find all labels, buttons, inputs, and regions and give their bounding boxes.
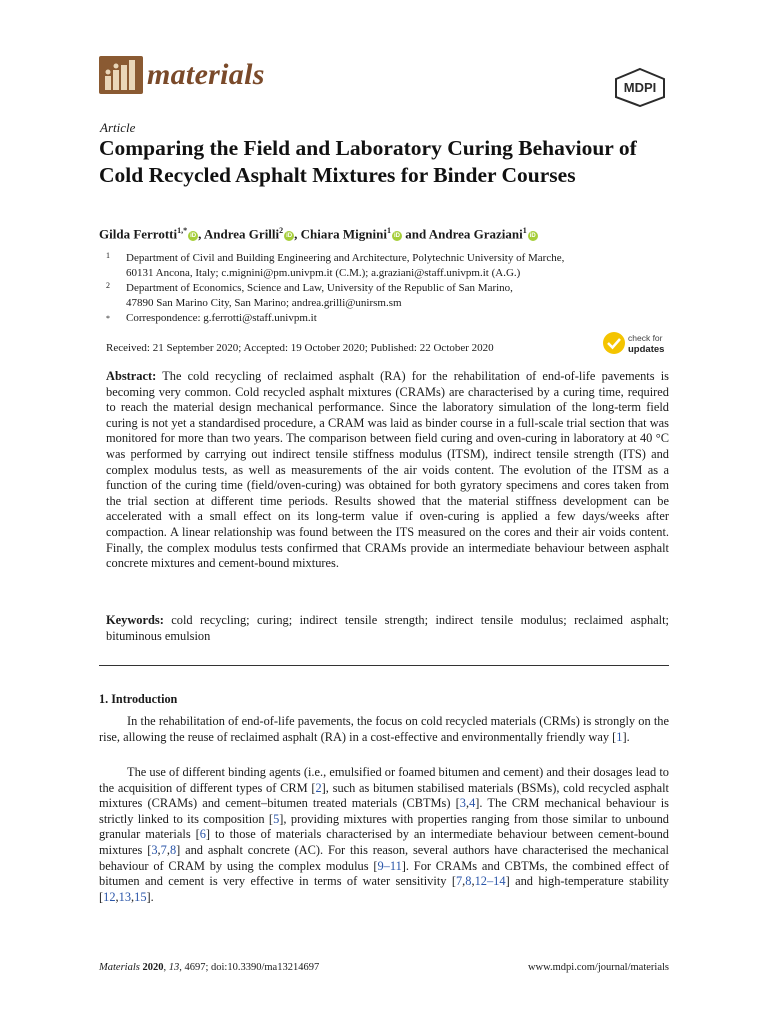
affiliation-mark: * <box>106 314 110 323</box>
paragraph-text: In the rehabilitation of end-of-life pavements, the focus on cold recycled materials (CRMs) is strongly on the rise, allowing the reuse of reclaimed asphalt (RA) in a cost-effective and environmentally friendly way [ <box>99 714 669 744</box>
author-list <box>99 226 679 242</box>
citation-link[interactable]: 12–14 <box>474 874 506 889</box>
mdpi-logo-text: MDPI <box>623 80 657 95</box>
author-separator: , <box>198 226 204 242</box>
author-name[interactable]: Andrea Grilli <box>203 226 280 242</box>
keywords-text: cold recycling; curing; indirect tensile strength; indirect tensile modulus; reclaimed asphalt; bituminous emulsion <box>106 613 669 643</box>
paragraph-text: , <box>131 889 135 904</box>
citation-link[interactable]: 5 <box>273 811 280 826</box>
footer-journal: Materials <box>99 962 140 973</box>
citation-link[interactable]: 3 <box>151 842 158 857</box>
orcid-icon[interactable]: iD <box>393 233 400 240</box>
abstract <box>106 369 669 572</box>
citation-link[interactable]: 1 <box>616 729 623 744</box>
paragraph-text: , <box>462 874 466 889</box>
paragraph-text: The use of different binding agents (i.e., emulsified or foamed bitumen and cement) and their dosages lead to the acquisition of different types of CRM [ <box>99 765 669 795</box>
orcid-icon[interactable]: iD <box>190 233 197 240</box>
affiliation-line: Department of Civil and Building Engineering and Architecture, Polytechnic University of Marche, <box>126 252 565 264</box>
paragraph-text: ] to those of materials characterised by an intermediate behaviour between cement-bound mixtures [ <box>99 827 670 857</box>
correspondence-line[interactable]: Correspondence: g.ferrotti@staff.univpm.it <box>126 312 317 324</box>
paragraph-text: , <box>166 842 170 857</box>
abstract-label: Abstract: <box>106 369 157 383</box>
citation-link[interactable]: 4 <box>469 796 476 811</box>
keywords <box>106 613 669 644</box>
footer-citation: Materials 2020, 13, 4697; doi:10.3390/ma13214697 <box>99 962 320 973</box>
citation-link[interactable]: 9–11 <box>377 858 402 873</box>
paragraph-text: ], such as bitumen stabilised materials (BSMs), cold recycled asphalt mixtures (CRAMs) and cement–bitumen treated materials (CBTMs) [ <box>99 780 669 811</box>
orcid-icon[interactable]: iD <box>286 233 293 240</box>
author-separator: and <box>401 226 429 242</box>
citation-link[interactable]: 3 <box>459 796 466 811</box>
paper-title: Comparing the Field and Laboratory Curing Behaviour of Cold Recycled Asphalt Mixtures for Binder Courses <box>99 136 637 187</box>
affiliation-line: 60131 Ancona, Italy; c.mignini@pm.univpm.it (C.M.); a.graziani@staff.univpm.it (A.G.) <box>126 266 521 279</box>
orcid-icon[interactable]: iD <box>529 233 536 240</box>
paragraph-text: , <box>157 842 161 857</box>
publication-dates: Received: 21 September 2020; Accepted: 19 October 2020; Published: 22 October 2020 <box>106 342 494 354</box>
paragraph-text: , <box>471 874 475 889</box>
citation-link[interactable]: 7 <box>160 842 167 857</box>
abstract-text: The cold recycling of reclaimed asphalt (RA) for the rehabilitation of end-of-life pavements is becoming very common. Cold recycled asphalt mixtures (CRAMs) are characterised by a curing time, required to reach the material design mechanical performance. Since the laboratory simulation of the long-term field curing is not yet a standardised procedure, a CRAM was laid as binder course in a full-scale trial section that was monitored for more than two years. The comparison between field curing and oven-curing in laboratory at 40 °C was performed by carrying out indirect tensile stiffness modulus (ITSM), indirect tensile strength (ITS) and complex modulus tests, as well as measurements of the air voids content. The evolution of the ITSM as a function of the curing time (field/oven-curing) was obtained for both gyratory specimens and cores taken from the trial section at different time periods. Results showed that the material stiffness development can be accelerated with a small effect on its long-term value if oven-curing is applied a few days/weeks after compaction. A linear relationship was found between the ITS measured on the cores and their air voids content. Finally, the complex modulus tests confirmed that CRAMs provide an intermediate behaviour between asphalt concrete mixtures and cement-bound mixtures. <box>106 369 669 571</box>
author-name[interactable]: Gilda Ferrotti <box>99 226 178 242</box>
check-for-updates-badge[interactable] <box>602 330 670 356</box>
author-affiliation-mark: 1 <box>386 226 391 235</box>
affiliation-line: Department of Economics, Science and Law, University of the Republic of San Marino, <box>126 282 513 294</box>
citation-link[interactable]: 8 <box>465 874 472 889</box>
author-separator: , <box>294 226 301 242</box>
affiliation-mark: 1 <box>106 251 110 260</box>
section-heading: 1. Introduction <box>99 692 178 706</box>
affiliation-mark: 2 <box>106 281 110 290</box>
intro-paragraph-2 <box>99 765 669 905</box>
mdpi-logo-icon <box>612 67 668 107</box>
footer-citation-rest[interactable]: , 4697; doi:10.3390/ma13214697 <box>179 962 320 973</box>
author-affiliation-mark: 1 <box>522 226 527 235</box>
paragraph-text: ]. The CRM mechanical behaviour is strictly linked to its composition [ <box>99 796 669 826</box>
author-affiliation-mark: 2 <box>279 226 284 235</box>
keywords-label: Keywords: <box>106 613 164 627</box>
paragraph-text: ], providing mixtures with properties ranging from those similar to unbound granular materials [ <box>99 811 669 842</box>
intro-paragraph-1 <box>99 714 669 745</box>
author-affiliation-mark: 1,* <box>177 226 188 235</box>
footer-volume: 13 <box>168 962 180 973</box>
paragraph-text: ] and asphalt concrete (AC). For this reason, several authors have characterised the mechanical behaviour of CRAM by using the complex modulus [ <box>99 842 669 873</box>
article-type: Article <box>100 120 136 135</box>
journal-name: materials <box>147 58 265 91</box>
paragraph-text: ]. <box>622 729 630 744</box>
footer-url[interactable]: www.mdpi.com/journal/materials <box>527 962 669 973</box>
citation-link[interactable]: 12 <box>103 889 116 904</box>
check-updates-line1: check for <box>628 333 663 343</box>
paragraph-text: ]. <box>146 889 154 904</box>
journal-logo-icon <box>99 56 143 94</box>
paragraph-text: , <box>115 889 119 904</box>
author-name[interactable]: Chiara Mignini <box>300 226 387 242</box>
citation-link[interactable]: 7 <box>455 874 463 889</box>
paragraph-text: ] and high-temperature stability [ <box>99 874 669 904</box>
check-updates-line2: updates <box>628 344 665 355</box>
section-divider <box>99 665 669 666</box>
citation-link[interactable]: 8 <box>169 842 177 857</box>
paragraph-text: ]. For CRAMs and CBTMs, the combined effect of bitumen and cement is very effective in terms of water sensitivity [ <box>99 858 670 889</box>
citation-link[interactable]: 2 <box>315 780 322 795</box>
citation-link[interactable]: 13 <box>118 889 132 904</box>
affiliation-line: 47890 San Marino City, San Marino; andrea.grilli@unirsm.sm <box>126 296 402 309</box>
citation-link[interactable]: 6 <box>199 827 206 842</box>
citation-link[interactable]: 15 <box>134 889 147 904</box>
footer-year: 2020 <box>142 962 164 973</box>
paragraph-text: , <box>465 796 470 811</box>
author-name[interactable]: Andrea Graziani <box>428 226 523 242</box>
